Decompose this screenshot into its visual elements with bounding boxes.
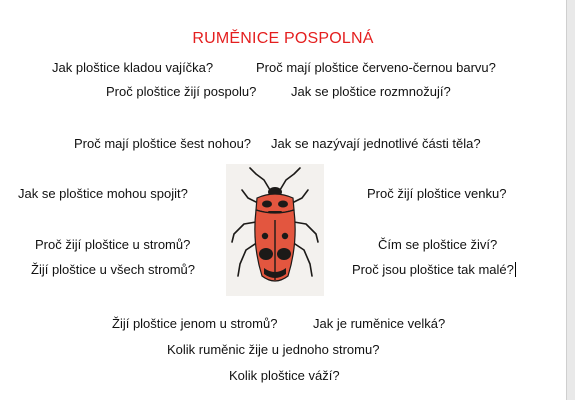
question-per-tree: Kolik ruměnic žije u jednoho stromu? bbox=[167, 342, 380, 357]
text-cursor bbox=[515, 262, 516, 277]
question-small-text: Proč jsou ploštice tak malé? bbox=[352, 262, 514, 277]
question-near-trees: Proč žijí ploštice u stromů? bbox=[35, 237, 191, 252]
question-live-together: Proč ploštice žijí pospolu? bbox=[106, 84, 257, 99]
question-color: Proč mají ploštice červeno-černou barvu? bbox=[256, 60, 496, 75]
question-outdoors: Proč žijí ploštice venku? bbox=[367, 186, 507, 201]
question-food: Čím se ploštice živí? bbox=[378, 237, 498, 252]
question-small[interactable] bbox=[352, 262, 516, 278]
firebug-illustration bbox=[226, 164, 324, 296]
question-size: Jak je ruměnice velká? bbox=[313, 316, 446, 331]
page-title: RUMĚNICE POSPOLNÁ bbox=[192, 30, 374, 47]
question-six-legs: Proč mají ploštice šest nohou? bbox=[74, 136, 252, 151]
question-body-parts: Jak se nazývají jednotlivé části těla? bbox=[271, 136, 481, 151]
question-egg-laying: Jak ploštice kladou vajíčka? bbox=[52, 60, 214, 75]
question-join: Jak se ploštice mohou spojit? bbox=[18, 186, 188, 201]
question-only-trees: Žijí ploštice jenom u stromů? bbox=[112, 316, 278, 331]
question-reproduction: Jak se ploštice rozmnožují? bbox=[291, 84, 451, 99]
question-all-trees: Žijí ploštice u všech stromů? bbox=[31, 262, 196, 277]
firebug-icon bbox=[226, 164, 324, 296]
page-edge bbox=[566, 0, 575, 400]
question-weight: Kolik ploštice váží? bbox=[229, 368, 340, 383]
